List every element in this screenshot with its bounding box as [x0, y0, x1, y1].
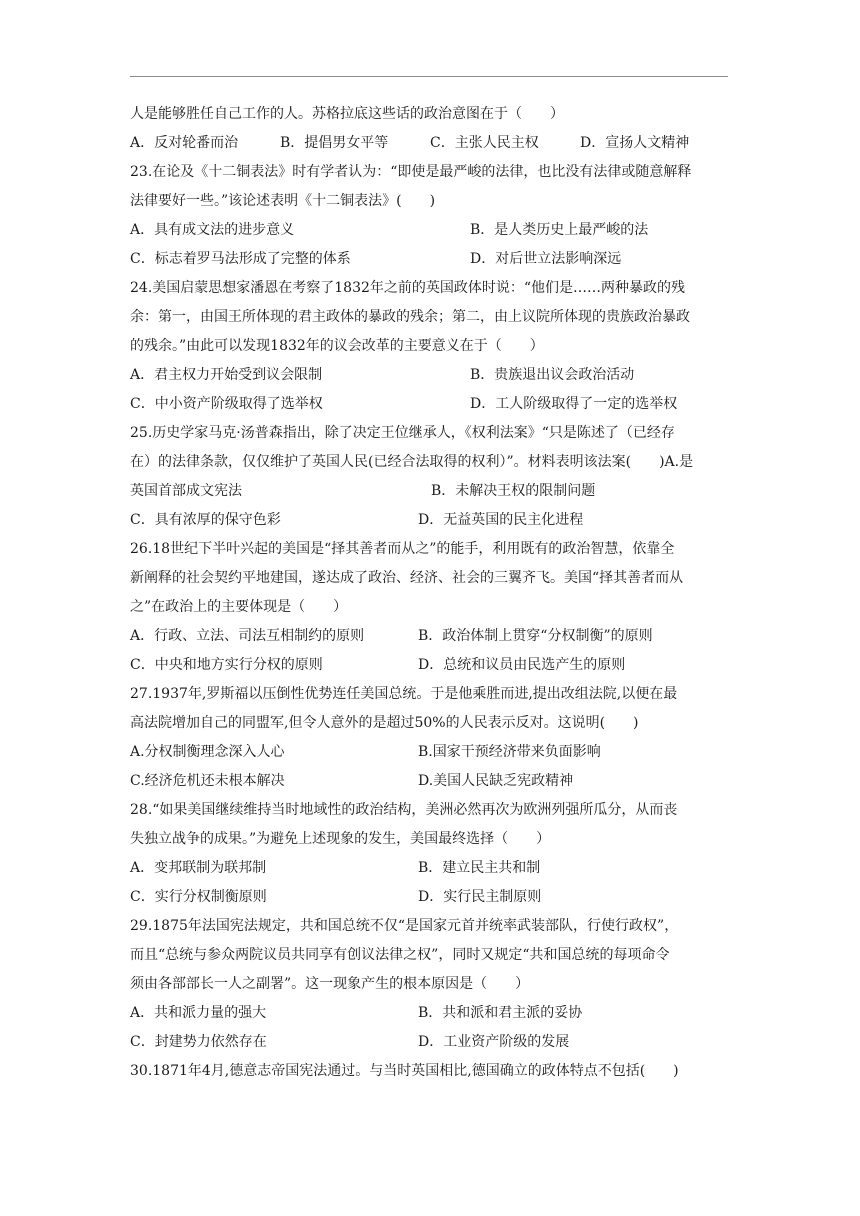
- q25-option-c: C．具有浓厚的保守色彩: [130, 512, 281, 528]
- q26-stem-3: 之”在政治上的主要体现是（ ）: [130, 599, 348, 615]
- q23-options-row2: [130, 245, 730, 274]
- q24-option-b: B．贵族退出议会政治活动: [470, 367, 635, 383]
- q27-options-row2: [130, 767, 730, 796]
- exam-page: [130, 100, 730, 1086]
- q23-stem-2: 法律要好一些。”该论述表明《十二铜表法》( ): [130, 193, 436, 209]
- q22-option-c: C．主张人民主权: [430, 135, 539, 151]
- q29-option-a: A．共和派力量的强大: [130, 1005, 267, 1021]
- q29-options-row1: [130, 999, 730, 1028]
- q25-option-b: B．未解决王权的限制问题: [431, 483, 596, 499]
- q25-stem-2: 在）的法律条款，仅仅维护了英国人民(已经合法取得的权利）”。材料表明该法案( )A.是: [130, 454, 694, 470]
- q27-stem-2: 高法院增加自己的同盟军,但令人意外的是超过50%的人民表示反对。这说明( ): [130, 715, 639, 731]
- q30-stem-1: 30.1871年4月,德意志帝国宪法通过。与当时英国相比,德国确立的政体特点不包括( ): [130, 1063, 679, 1079]
- q29-stem-1: 29.1875年法国宪法规定，共和国总统不仅“是国家元首并统率武装部队，行使行政权”，: [130, 918, 679, 934]
- q29-stem-3: 须由各部部长一人之副署”。这一现象产生的根本原因是（ ）: [130, 976, 530, 992]
- q28-stem-2: 失独立战争的成果。”为避免上述现象的发生，美国最终选择（ ）: [130, 831, 551, 847]
- q28-options-row1: [130, 854, 730, 883]
- q28-options-row2: [130, 883, 730, 912]
- q26-stem-2: 新阐释的社会契约平地建国，遂达成了政治、经济、社会的三翼齐飞。美国“择其善者而从: [130, 570, 684, 586]
- q22-options: [130, 129, 730, 158]
- q26-option-b: B．政治体制上贯穿“分权制衡”的原则: [418, 628, 653, 644]
- q27-option-c: C.经济危机还未根本解决: [130, 773, 285, 789]
- q26-options-row2: [130, 651, 730, 680]
- q26-option-d: D．总统和议员由民选产生的原则: [418, 657, 626, 673]
- q28-option-d: D．实行民主制原则: [418, 889, 542, 905]
- q26-options-row1: [130, 622, 730, 651]
- q25-option-a-cont: 英国首部成文宪法: [130, 483, 242, 499]
- q24-stem-1: 24.美国启蒙思想家潘恩在考察了1832年之前的英国政体时说：“他们是……两种暴政的残: [130, 280, 686, 296]
- q24-option-d: D．工人阶级取得了一定的选举权: [470, 396, 678, 412]
- q28-option-c: C．实行分权制衡原则: [130, 889, 267, 905]
- q23-stem-1: 23.在论及《十二铜表法》时有学者认为：“即使是最严峻的法律，也比没有法律或随意解释: [130, 164, 692, 180]
- q23-option-b: B．是人类历史上最严峻的法: [470, 222, 649, 238]
- q27-option-a: A.分权制衡理念深入人心: [130, 744, 285, 760]
- q24-stem-2: 余：第一，由国王所体现的君主政体的暴政的残余；第二，由上议院所体现的贵族政治暴政: [130, 309, 690, 325]
- q23-options-row1: [130, 216, 730, 245]
- q25-stem-1: 25.历史学家马克·汤普森指出，除了决定王位继承人，《权利法案》“只是陈述了（已经存: [130, 425, 675, 441]
- q24-option-c: C．中小资产阶级取得了选举权: [130, 396, 323, 412]
- q27-option-b: B.国家干预经济带来负面影响: [418, 744, 601, 760]
- q25-option-d: D．无益英国的民主化进程: [418, 512, 584, 528]
- q29-option-d: D．工业资产阶级的发展: [418, 1034, 570, 1050]
- q27-options-row1: [130, 738, 730, 767]
- q23-option-a: A．具有成文法的进步意义: [130, 222, 295, 238]
- q22-option-b: B．提倡男女平等: [280, 135, 389, 151]
- q22-option-a: A．反对轮番而治: [130, 135, 239, 151]
- q23-option-d: D．对后世立法影响深远: [470, 251, 622, 267]
- header-rule: [130, 76, 728, 77]
- q24-options-row2: [130, 390, 730, 419]
- q27-stem-1: 27.1937年,罗斯福以压倒性优势连任美国总统。于是他乘胜而进,提出改组法院,以便在最: [130, 686, 678, 702]
- q26-option-a: A．行政、立法、司法互相制约的原则: [130, 628, 365, 644]
- q24-options-row1: [130, 361, 730, 390]
- q25-options-row2: [130, 506, 730, 535]
- q28-option-a: A．变邦联制为联邦制: [130, 860, 267, 876]
- q27-option-d: D.美国人民缺乏宪政精神: [418, 773, 574, 789]
- q26-stem-1: 26.18世纪下半叶兴起的美国是“择其善者而从之”的能手，利用既有的政治智慧，依靠全: [130, 541, 675, 557]
- q29-options-row2: [130, 1028, 730, 1057]
- q26-option-c: C．中央和地方实行分权的原则: [130, 657, 323, 673]
- q22-option-d: D．宣扬人文精神: [580, 135, 690, 151]
- q29-stem-2: 而且“总统与参众两院议员共同享有创议法律之权”，同时又规定“共和国总统的每项命令: [130, 947, 670, 963]
- q24-stem-3: 的残余。”由此可以发现1832年的议会改革的主要意义在于（ ）: [130, 338, 544, 354]
- q28-stem-1: 28.“如果美国继续维持当时地域性的政治结构，美洲必然再次为欧洲列强所瓜分，从而丧: [130, 802, 678, 818]
- q28-option-b: B．建立民主共和制: [418, 860, 541, 876]
- q23-option-c: C．标志着罗马法形成了完整的体系: [130, 251, 351, 267]
- q24-option-a: A．君主权力开始受到议会限制: [130, 367, 323, 383]
- q29-option-b: B．共和派和君主派的妥协: [418, 1005, 583, 1021]
- q22-stem: 人是能够胜任自己工作的人。苏格拉底这些话的政治意图在于（ ）: [130, 106, 564, 122]
- q29-option-c: C．封建势力依然存在: [130, 1034, 267, 1050]
- q25-options-row1: [130, 477, 730, 506]
